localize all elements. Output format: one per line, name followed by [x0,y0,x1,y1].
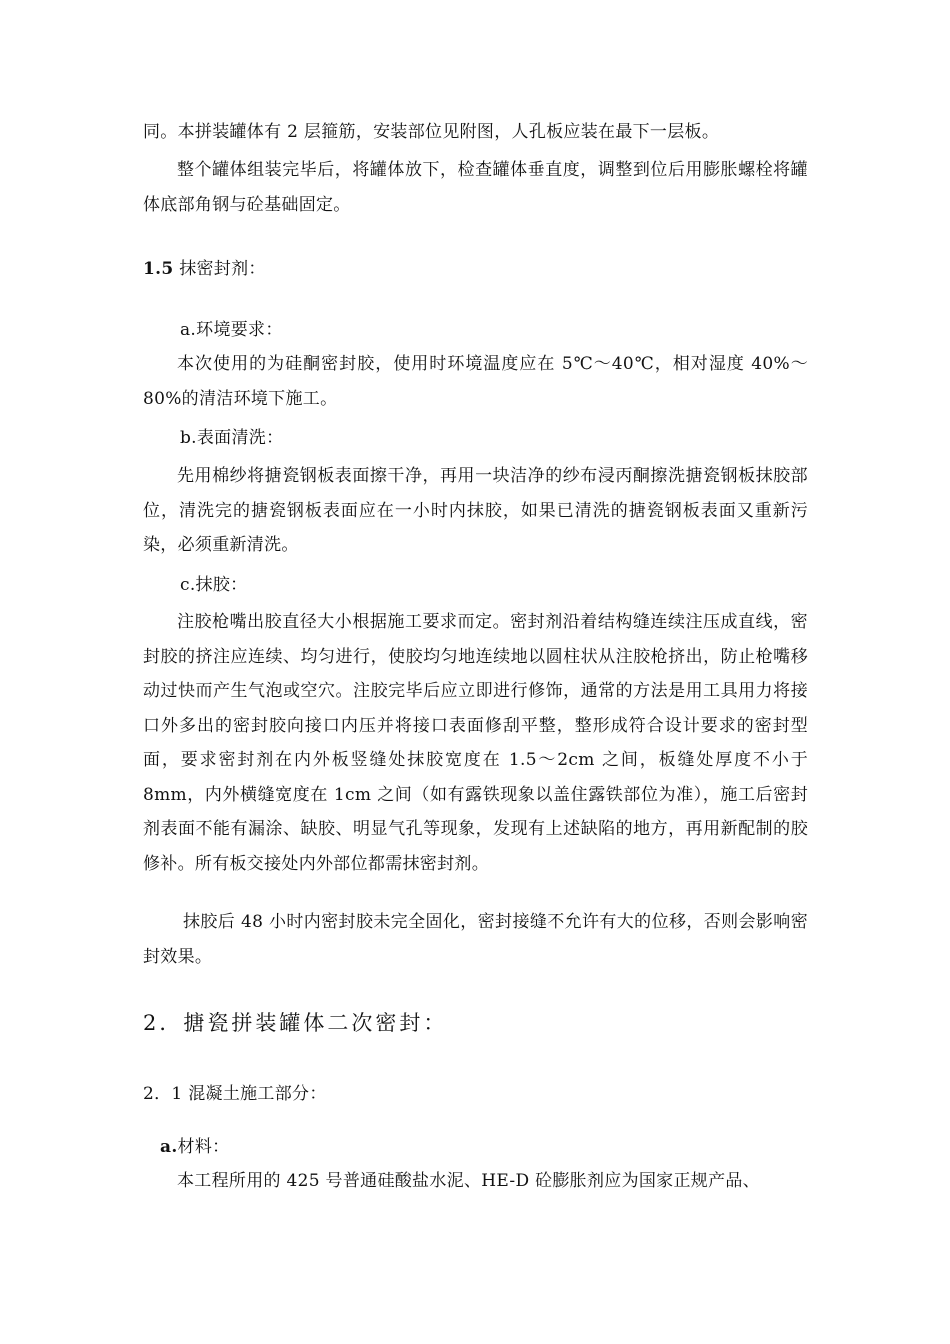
paragraph-continuation: 同。本拼装罐体有 2 层箍筋，安装部位见附图，人孔板应装在最下一层板。 [143,122,720,142]
paragraph-materials: 本工程所用的 425 号普通硅酸盐水泥、HE-D 砼膨胀剂应为国家正规产品、 [177,1171,760,1191]
section-heading-2-1: 2．1 混凝土施工部分： [143,1084,327,1104]
materials-label: 材料： [177,1137,230,1157]
subheading-materials [160,1130,800,1165]
paragraph-tank-installation: 整个罐体组装完毕后，将罐体放下，检查罐体垂直度，调整到位后用膨胀螺栓将罐体底部角钢与砼基础固定。 [143,160,808,215]
subheading-b: b.表面清洗： [180,428,284,448]
paragraph-glue-application: 注胶枪嘴出胶直径大小根据施工要求而定。密封剂沿着结构缝连续注压成直线，密封胶的挤注应连续、均匀进行，使胶均匀地连续地以圆柱状从注胶枪挤出，防止枪嘴移动过快而产生气泡或空穴。注胶完毕后应立即进行修饰，通常的方法是用工具用力将接口外多出的密封胶向接口内压并将接口表面修刮平整，整形成符合设计要求的密封型面，要求密封剂在内外板竖缝处抹胶宽度在 1.5～2cm 之间，板缝处厚度不小于 8mm，内外横缝宽度在 1cm 之间（如有露铁现象以盖住露铁部位为准），施工后密封剂表面不能有漏涂、缺胶、明显气孔等现象，发现有上述缺陷的地方，再用新配制的胶修补。所有板交接处内外部位都需抹密封剂。 [143,612,808,874]
section-title: 抹密封剂： [179,259,266,279]
paragraph-environment: 本次使用的为硅酮密封胶，使用时环境温度应在 5℃～40℃，相对湿度 40%～80%的清洁环境下施工。 [143,354,808,409]
subheading-a: a.环境要求： [180,320,283,340]
section-heading-2: 2．搪瓷拼装罐体二次密封： [143,1011,448,1035]
subheading-c: c.抹胶： [180,575,248,595]
materials-letter: a. [160,1137,178,1157]
section-number: 1.5 [143,259,174,279]
section-heading-1-5 [143,252,808,287]
paragraph-surface-cleaning: 先用棉纱将搪瓷钢板表面擦干净，再用一块洁净的纱布浸丙酮擦洗搪瓷钢板抹胶部位，清洗完的搪瓷钢板表面应在一小时内抹胶，如果已清洗的搪瓷钢板表面又重新污染，必须重新清洗。 [143,466,808,555]
paragraph-curing: 抹胶后 48 小时内密封胶未完全固化，密封接缝不允许有大的位移，否则会影响密封效果。 [143,912,808,967]
